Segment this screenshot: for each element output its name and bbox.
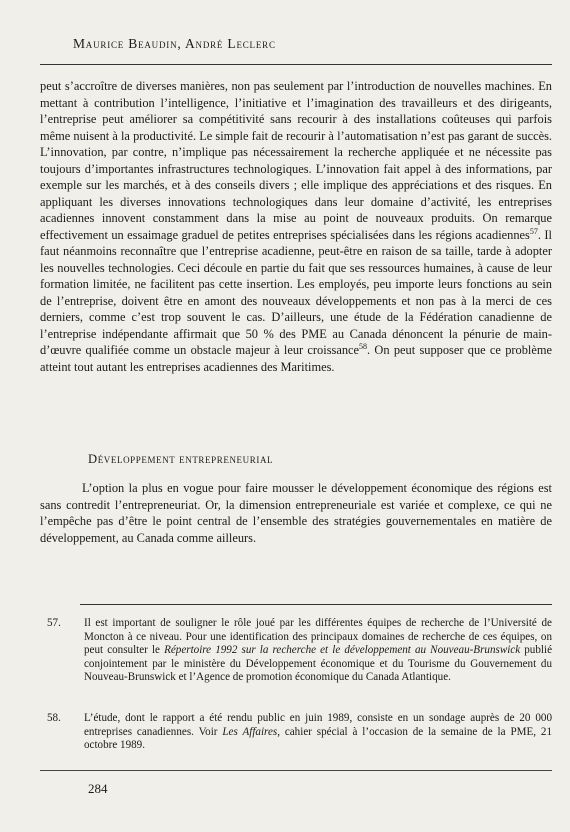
running-header: Maurice Beaudin, André Leclerc xyxy=(73,36,276,51)
footnote-57 xyxy=(40,617,552,685)
footnote-text xyxy=(84,617,552,685)
page-number: 284 xyxy=(88,781,108,796)
footer-rule xyxy=(40,770,552,771)
paragraph-text: peut s’accroître de diverses manières, non pas seulement par l’introduction de nouvelles machines. En mettant à contribution l’intelligence, l’initiative et l’imagination des travailleurs et des dirigeants, l’entreprise peut améliorer sa compétitivité sans recourir à des installations coûteuses qui parfois même nuisent à la productivité. Le simple fait de recourir à l’automatisation n’est pas garant de succès. L’innovation, par contre, n’implique pas nécessairement la recherche appliquée et ne nécessite pas toujours d’importantes infrastructures technologiques. L’innovation fait appel à des informations, par exemple sur les marchés, et à des conseils divers ; elle implique des appréciations et des risques. En appliquant les diverses innovations technologiques dans leur domaine d’activité, les entreprises acadiennes innovent constamment dans la mise au point de nouveaux produits. On remarque effectivement un essaimage graduel de petites entreprises spécialisées dans les régions acadiennes xyxy=(40,79,552,242)
paragraph-text: . Il faut néanmoins reconnaître que l’entreprise acadienne, peut-être en raison de sa taille, tarde à adopter les nouvelles technologies. Ceci découle en partie du fait que ses ressources humaines, à cause de leur formation limitée, ne facilitent pas cette insertion. Les employés, peu importe leurs fonctions au sein de l’entreprise, doivent être en amont des nouveaux développements et non pas à la merci de ces derniers, comme c’est trop souvent le cas. D’ailleurs, une étude de la Fédération canadienne de l’entreprise indépendante affirmait que 50 % des PME au Canada dénoncent la pénurie de main-d’œuvre qualifiée comme un obstacle majeur à leur croissance xyxy=(40,227,552,357)
footnote-text-part: publié conjointement par le ministère du Développement économique et du Tourisme du Gouvernement du Nouveau-Brunswick et l’Agence de promotion économique du Canada Atlantique. xyxy=(84,644,552,684)
footnote-italic-title: Les Affaires xyxy=(222,725,278,738)
footnote-58 xyxy=(40,712,552,753)
footnote-rule xyxy=(80,604,552,605)
footnote-text xyxy=(84,712,552,753)
main-paragraph xyxy=(40,78,552,375)
footnote-ref-57: 57 xyxy=(529,226,538,236)
section-heading: Développement entrepreneurial xyxy=(88,452,274,466)
footnote-text-part: Il est important de souligner le rôle joué par les différentes équipes de recherche de l’Université de Moncton à ce niveau. Pour une identification des principaux domaines de recherche de ces équipes, on peut consulter le xyxy=(84,617,552,657)
footnote-text-part: , cahier spécial à l’occasion de la semaine de la PME, 21 octobre 1989. xyxy=(84,725,553,752)
footnote-italic-title: Répertoire 1992 sur la recherche et le développement au Nouveau-Brunswick xyxy=(164,644,521,657)
paragraph-text: . On peut supposer que ce problème atteint tout autant les entreprises acadiennes des Maritimes. xyxy=(40,343,552,374)
footnote-number: 58. xyxy=(47,712,61,724)
footnote-text-part: L’étude, dont le rapport a été rendu public en juin 1989, consiste en un sondage auprès de 20 000 entreprises canadiennes. Voir xyxy=(84,712,552,738)
header-rule xyxy=(40,64,552,65)
footnote-ref-58: 58 xyxy=(359,341,368,351)
footnote-number: 57. xyxy=(47,617,61,629)
section-paragraph: L’option la plus en vogue pour faire mousser le développement économique des régions est sans contredit l’entrepreneuriat. Or, la dimension entrepreneuriale est variée et complexe, ce qui ne l’empêche pas d’être le point central de l’ensemble des stratégies gouvernementales en matière de développement, au Canada comme ailleurs. xyxy=(40,481,552,545)
